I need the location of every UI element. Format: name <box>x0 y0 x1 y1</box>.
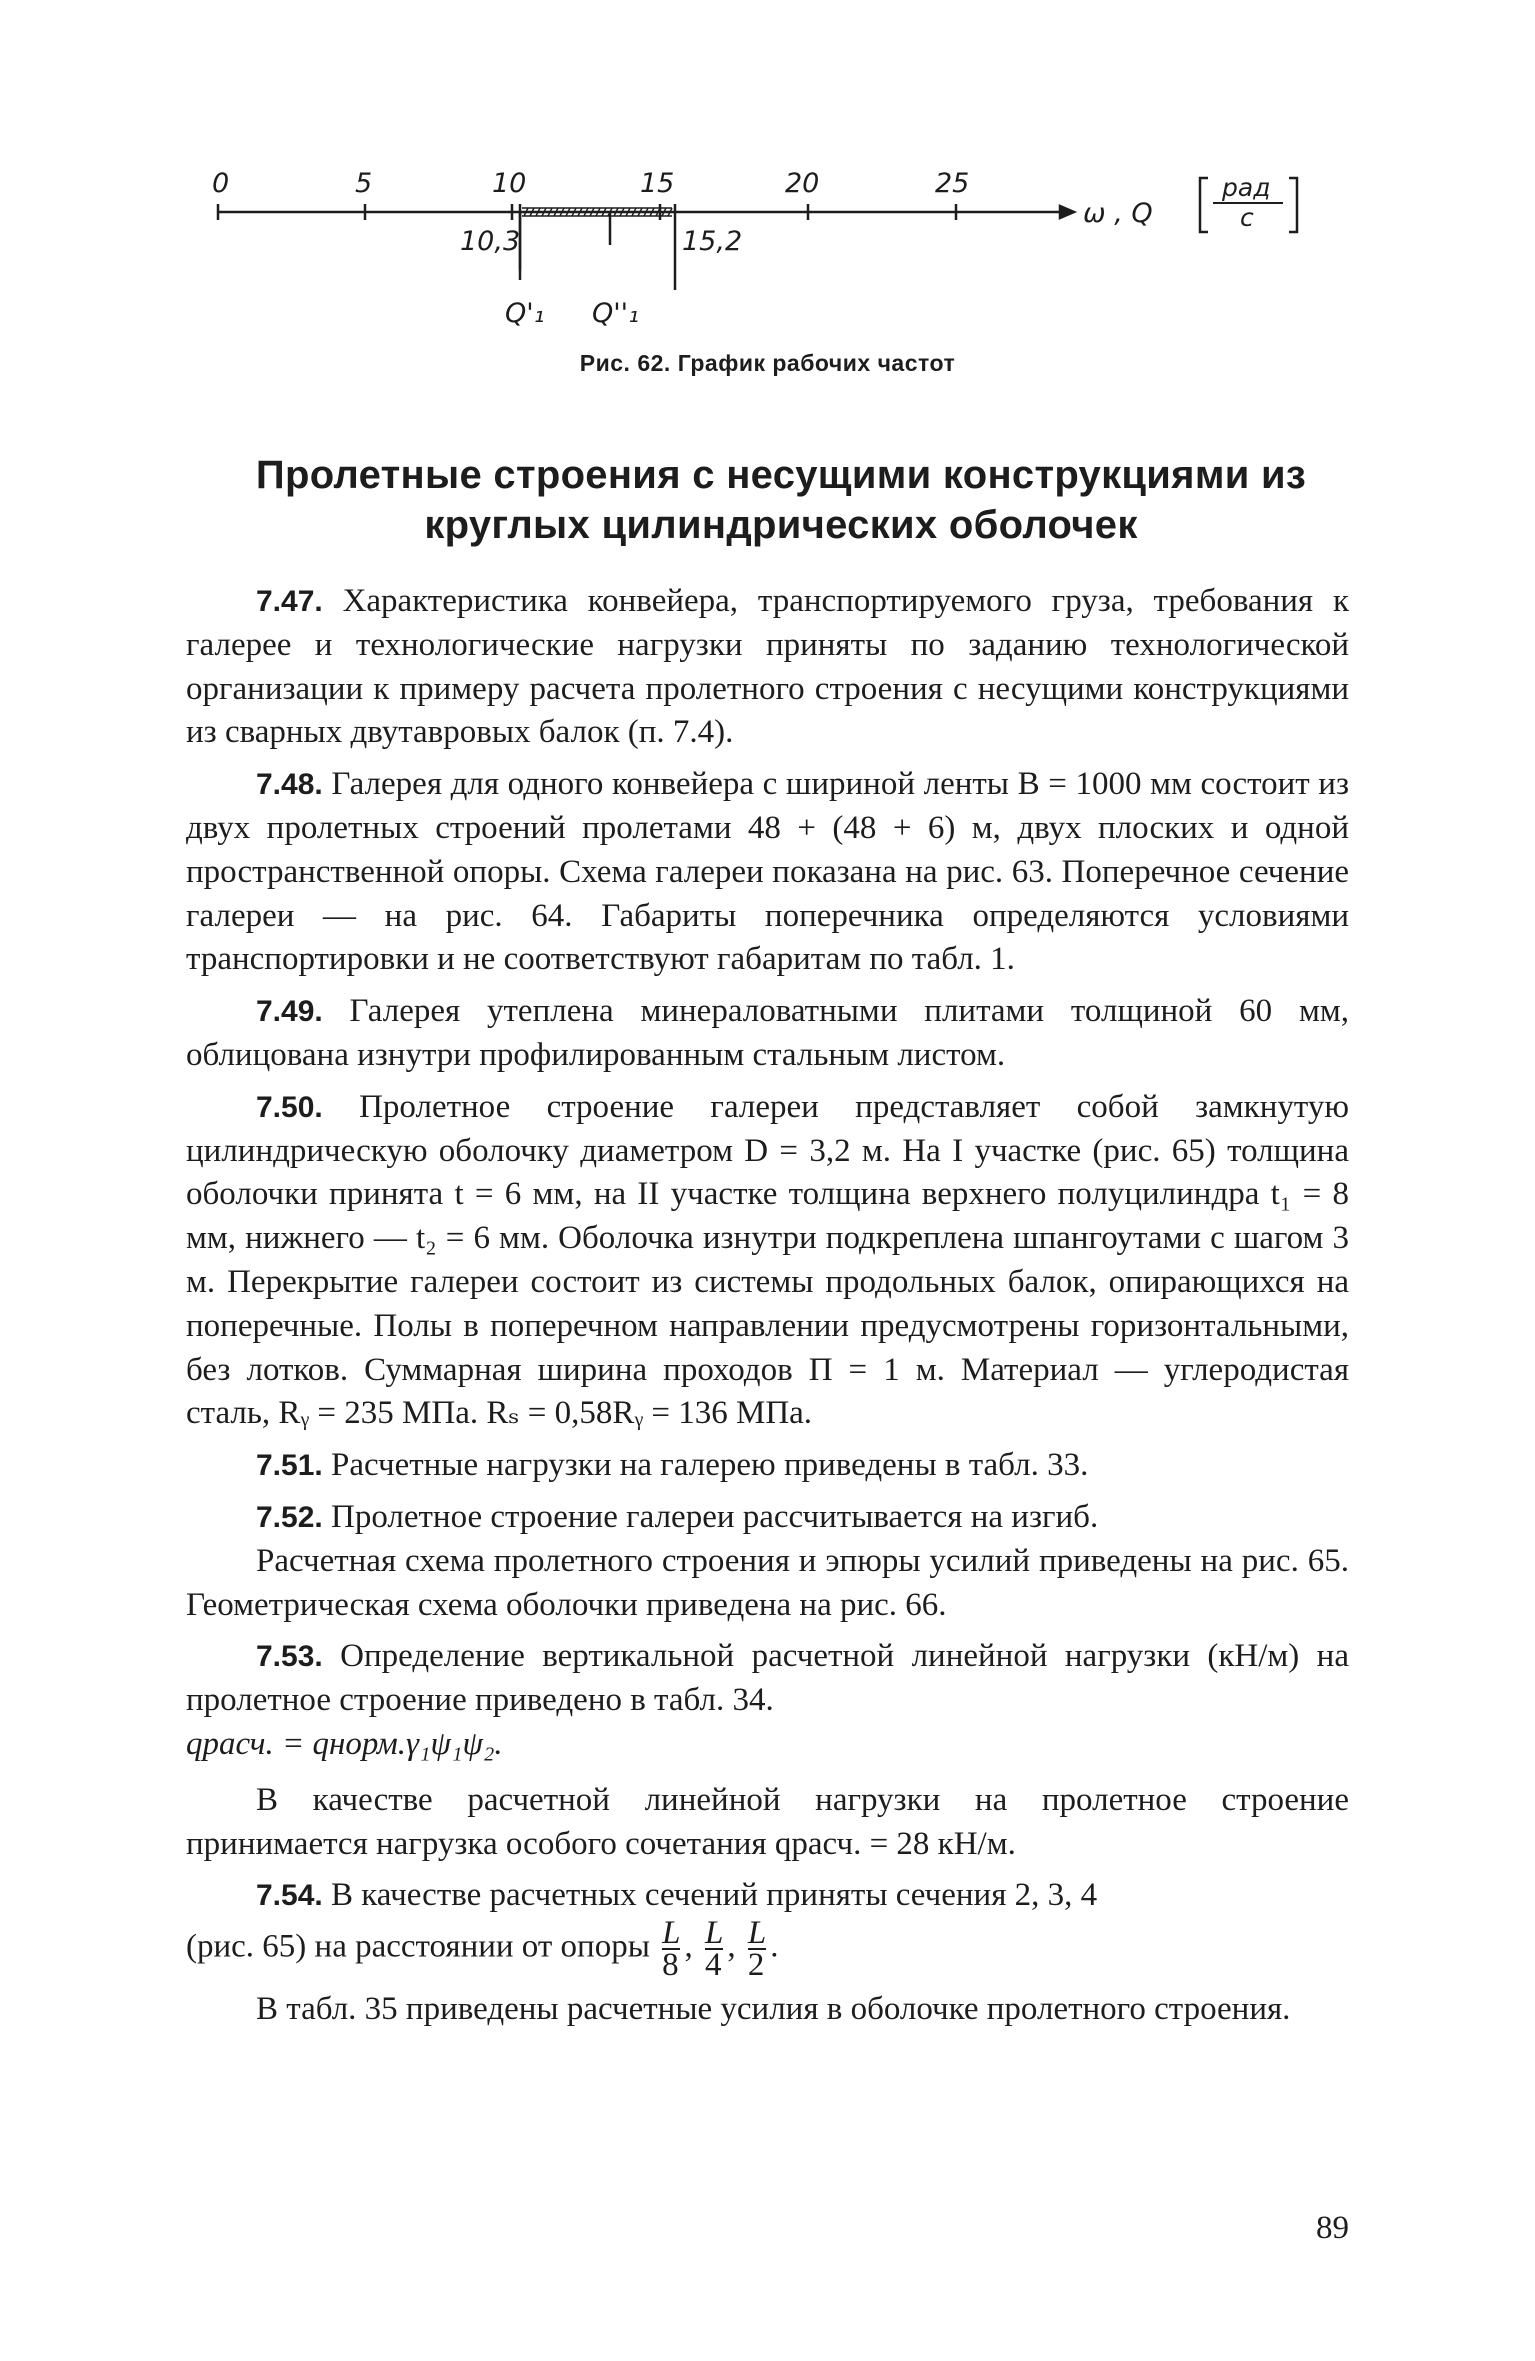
paragraph-load: В качестве расчетной линейной нагрузки на пролетное строение принимается нагрузка особого сочетания qрасч. = 28 кН/м. <box>186 1781 1349 1862</box>
fraction <box>747 1915 767 1984</box>
section-heading: Пролетные строения с несущими конструкциями из круглых цилиндрических оболочек <box>255 453 1307 547</box>
page-number: 89 <box>1316 2210 1349 2246</box>
paragraph-text: В качестве расчетных сечений приняты сечения 2, 3, 4 <box>322 1877 1098 1914</box>
paragraph-number: 7.50. <box>256 1090 323 1124</box>
axis-arrow <box>1060 206 1074 218</box>
scale-tick-label: 10 <box>492 168 527 199</box>
paragraph-7-47 <box>186 580 1349 755</box>
paragraph-text: Галерея утеплена минераловатными плитами толщиной 60 мм, облицована изнутри профилированным стальным листом. <box>186 993 1349 1073</box>
paragraph-text: Пролетное строение галереи представляет собой замкнутую цилиндрическую оболочку диаметром D = 3,2 м. На I участке (рис. 65) толщина оболочки принята t = 6 мм, на II участке толщина верхнего полуцилиндра t₁ = 8 мм, нижнего — t₂ = 6 мм. Оболочка изнутри подкреплена шпангоутами с шагом 3 м. Перекрытие галереи состоит из системы продольных балок, опирающихся на поперечные. Полы в поперечном направлении предусмотрены горизонтальными, без лотков. Суммарная ширина проходов П = 1 м. Материал — углеродистая сталь, Rᵧ = 235 МПа. Rₛ = 0,58Rᵧ = 136 МПа. <box>186 1088 1349 1432</box>
axis-label: ω , Q <box>1083 198 1153 229</box>
mark-label-10-3: 10,3 <box>460 226 521 257</box>
paragraph-7-54-fractions: (рис. 65) на расстоянии от опоры $\frac{L}{8}$ , $\frac{L}{4}$ , $\frac{L}{2}$ . <box>186 1915 779 1984</box>
paragraph-text: Характеристика конвейера, транспортируемого груза, требования к галерее и технологические нагрузки приняты по заданию технологической организации к примеру расчета пролетного строения с несущими конструкциями из сварных двутавровых балок (п. 7.4). <box>186 583 1349 751</box>
scale-tick-label: 5 <box>355 168 373 199</box>
paragraph-7-54 <box>186 1874 1349 1918</box>
paragraph-number: 7.52. <box>256 1500 323 1534</box>
paragraph-text: Определение вертикальной расчетной линейной нагрузки (кН/м) на пролетное строение приведено в табл. 34. <box>186 1638 1349 1719</box>
scale-tick-label: 20 <box>785 168 820 199</box>
paragraph-number: 7.47. <box>256 585 323 618</box>
paragraph-7-50 <box>186 1086 1349 1436</box>
paragraph-number: 7.53. <box>256 1640 323 1674</box>
fraction-numerator: L <box>704 1915 724 1952</box>
unit-numerator: рад <box>1222 173 1271 202</box>
frequency-graph-figure <box>0 0 1535 340</box>
fraction <box>704 1915 724 1984</box>
fraction-numerator: L <box>747 1915 767 1952</box>
paragraph-text: (рис. 65) на расстоянии от опоры <box>186 1928 650 1965</box>
unit-bracket-left <box>1200 178 1208 232</box>
figure-caption-label: Рис. 62. <box>579 350 671 376</box>
paragraph-number: 7.51. <box>256 1449 323 1483</box>
paragraph-last: В табл. 35 приведены расчетные усилия в оболочке пролетного строения. <box>256 1991 1291 2028</box>
load-formula: qрасч. = qнорм.γ₁ψ₁ψ₂. <box>186 1725 503 1762</box>
paragraph-number: 7.54. <box>256 1879 323 1913</box>
paragraph-text: Расчетные нагрузки на галерею приведены в табл. 33. <box>322 1447 1089 1484</box>
paragraph-text: Пролетное строение галереи рассчитывается на изгиб. <box>322 1498 1099 1535</box>
body-text <box>186 580 1349 2032</box>
fraction-denominator: 4 <box>704 1947 722 1984</box>
paragraph-text: Галерея для одного конвейера с шириной ленты B = 1000 мм состоит из двух пролетных строений пролетами 48 + (48 + 6) м, двух плоских и одной пространственной опоры. Схема галереи показана на рис. 63. Поперечное сечение галереи — на рис. 64. Габариты поперечника определяются условиями транспортировки и не соответствуют габаритам по табл. 1. <box>186 766 1349 978</box>
q-label-2: Q''₁ <box>592 298 639 329</box>
paragraph-number: 7.48. <box>256 768 323 802</box>
figure-caption-text: График рабочих частот <box>677 350 956 376</box>
paragraph-7-52 <box>186 1496 1349 1540</box>
unit-bracket-right <box>1289 178 1297 232</box>
paragraph-7-48 <box>186 763 1349 982</box>
paragraph-7-53 <box>186 1635 1349 1723</box>
fraction <box>662 1915 681 1984</box>
fraction-denominator: 8 <box>662 1947 679 1984</box>
scale-tick-label: 15 <box>640 168 675 199</box>
paragraph-number: 7.49. <box>256 995 323 1029</box>
mark-label-15-2: 15,2 <box>682 226 743 257</box>
unit-denominator: c <box>1240 203 1254 232</box>
paragraph-7-51 <box>186 1444 1349 1488</box>
scale-tick-label: 25 <box>935 168 970 199</box>
paragraph-7-52-continued: Расчетная схема пролетного строения и эпюры усилий приведены на рис. 65. Геометрическая схема оболочки приведена на рис. 66. <box>186 1542 1349 1623</box>
fraction-denominator: 2 <box>747 1947 765 1984</box>
q-label-1: Q'₁ <box>505 298 545 329</box>
figure-caption <box>0 350 1535 377</box>
scale-tick-label: 0 <box>212 168 230 199</box>
paragraph-7-49 <box>186 990 1349 1078</box>
fraction-numerator: L <box>662 1915 681 1952</box>
